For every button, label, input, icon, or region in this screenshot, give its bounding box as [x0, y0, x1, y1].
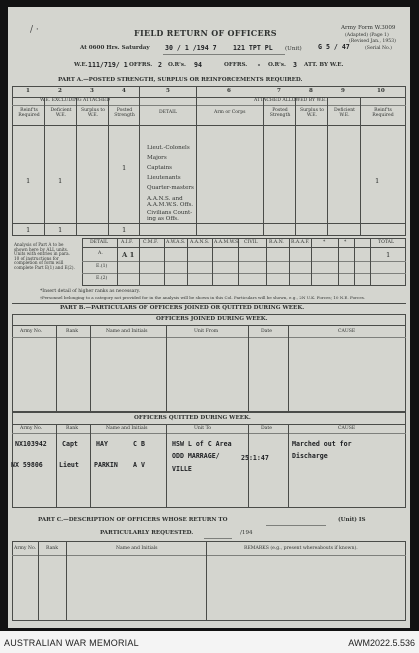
- cause-line-1: Marched out for: [292, 440, 352, 448]
- footnote-1: *Insert detail of higher ranks as necessary.: [40, 289, 141, 294]
- rank-captains: Captains: [147, 165, 173, 171]
- unit-to-line-3: VILLE: [172, 465, 192, 473]
- serial-number: G 5 / 47: [318, 43, 350, 51]
- analysis-note: Analysis of Part A to be shown here by ALL units. Units with entries in para. 10 of instructions for completion of form will complete Part E(1) and E(2).: [14, 242, 75, 271]
- quitted-army-no-2: NX 59806: [11, 461, 43, 469]
- quitted-rank-1: Capt: [62, 440, 78, 448]
- serial-label: (Serial No.): [365, 46, 392, 51]
- we-value: 111/719/ 1: [88, 61, 128, 69]
- group-right-label: ATTACHED ALLOWED BY W.E.: [254, 98, 327, 103]
- analysis-total-value: 1: [386, 251, 391, 259]
- ors2-value: 3: [293, 61, 297, 69]
- quitted-rank-2: Lieut: [59, 461, 79, 469]
- footnote-2: †Personnel belonging to a category not provided for in the analysis will be shown in this Col. Particulars will be shown, e.g., 2N U.K. Forces; 10 N.E. Forces.: [40, 295, 366, 300]
- part-c-year: /194: [240, 530, 253, 536]
- form-number: Army Form W.3009: [341, 25, 396, 31]
- offrs2-value: -: [257, 61, 261, 69]
- archive-footer: [0, 631, 419, 653]
- rank-majors: Majors: [147, 155, 167, 161]
- rank-aans: A.A.N.S. and A.A.M.W.S. Offs.: [147, 196, 194, 209]
- form-revised: (Revised Jan., 1953): [349, 39, 396, 44]
- offrs2-label: OFFRS.: [224, 62, 248, 68]
- offrs-label: OFFRS.: [129, 62, 153, 68]
- pen-mark: / ·: [30, 25, 39, 35]
- part-b-heading: PART B.—PARTICULARS OF OFFICERS JOINED OR QUITTED DURING WEEK.: [60, 305, 305, 311]
- offrs-value: 2: [158, 61, 162, 69]
- part-c-heading-2: PARTICULARLY REQUESTED.: [100, 530, 194, 536]
- part-a-heading: PART A.—POSTED STRENGTH, SURPLUS OR REINFORCEMENTS REQUIRED.: [58, 77, 303, 83]
- quitted-title: OFFICERS QUITTED DURING WEEK.: [134, 415, 251, 421]
- quitted-initials-1: C B: [133, 440, 145, 448]
- analysis-aif-value: A 1: [122, 251, 135, 259]
- joined-title: OFFICERS JOINED DURING WEEK.: [156, 316, 268, 322]
- att-label: ATT. BY W.E.: [304, 62, 344, 68]
- ors2-label: O.R's.: [268, 62, 286, 68]
- part-c-table: [12, 541, 406, 621]
- rank-lieut-colonels: Lieut.-Colonels: [147, 145, 190, 151]
- at-hours-label: At 0600 Hrs. Saturday: [80, 45, 150, 51]
- rank-civilians: Civilians Count-ing as Offs.: [147, 210, 193, 223]
- part-c-unit-is: (Unit) IS: [338, 517, 366, 523]
- quitted-date: 25:1:47: [241, 454, 269, 462]
- quitted-name-2: PARKIN: [94, 461, 118, 469]
- quitted-army-no-1: NX103942: [15, 440, 47, 448]
- part-c-heading: PART C.—DESCRIPTION OF OFFICERS WHOSE RETURN TO: [38, 517, 228, 523]
- return-date: 30 / 1 /194 7: [165, 44, 217, 52]
- cause-line-2: Discharge: [292, 452, 328, 460]
- unit-label: (Unit): [285, 46, 302, 52]
- unit-to-line-1: HSW L of C Area: [172, 440, 232, 448]
- ors-label: O.R's.: [168, 62, 186, 68]
- form-sheet: / · FIELD RETURN OF OFFICERS Army Form W.3009 (Adapted) (Page 1) (Revised Jan., 1953) At 0600 Hrs. Saturday 30 / 1 /194 7 121 TPT PL (Unit) G 5 / 47 (Serial No.) W.E. 111/719/ 1 OFFRS. 2 O.R's. 94 OFFRS. - O.R's. 3 ATT. BY W.E. PART A.—POSTED STRENGTH, SURPLUS OR REINFORCEMENTS REQUIRED. 1 2 3 4 5 6 7 8 9 10 W.E. EXCLUDING ATTACHED ATTACHED ALLOWED BY W.E. Reinf'ts Required Deficient W.E. Surplus to W.E. Posted Strength DETAIL Arm or Corps Posted Strength Surplus to W.E. Deficient W.E. Reinf'ts Required Lieut.-Colonels Majors Captains Lieutenants Quarter-masters A.A.N.S. and A.A.M.W.S. Offs. Civilians Count-ing as Offs. 1 1 1 1 1 1 1 Analysis of Part A to be shown here by ALL units. Units with entries in para. 10 of instructions for completion of form will complete Part E(1) and E(2). DETAIL A.I.F. C.M.F. A.W.A.S. A.A.N.S. A.A.M.W.S. CIVIL R.A.N. R.A.A.F. * * TOTAL A. E.(1) E.(2) A 1 1 *Insert detail of higher ranks as necessary. †Personnel belonging to a category not provided for in the analysis will be shown in this Col. Particulars will be shown, e.g., 2N U.K. Forces; 10 N.E. Forces. PART B.—PARTICULARS OF OFFICERS JOINED OR QUITTED DURING WEEK. OFFICERS JOINED DURING WEEK. Army No. Rank Name and Initials Unit From Date CAUSE OFFICERS QUITTED DURING WEEK. Army No. Rank Name and Initials Unit To Date CAUSE NX103942 Capt HAY C B NX 59806 Lieut PARKIN A V HSW L of C Area ODD MARRAGE/ VILLE 25:1:47 Marched out for Discharge PART C.—DESCRIPTION OF OFFICERS WHOSE RETURN TO (Unit) IS PARTICULARLY REQUESTED. /194 Army No. Rank Name and Initials REMARKS (e.g., present whereabouts if known).: [8, 7, 410, 628]
- rank-lieutenants: Lieutenants: [147, 175, 181, 181]
- unit-to-line-2: ODD MARRAGE/: [172, 452, 220, 460]
- quitted-name-1: HAY: [96, 440, 108, 448]
- ors-value: 94: [194, 61, 202, 69]
- footer-source: AUSTRALIAN WAR MEMORIAL: [4, 638, 139, 648]
- form-title: FIELD RETURN OF OFFICERS: [134, 28, 277, 38]
- quitted-initials-2: A V: [133, 461, 145, 469]
- unit-name: 121 TPT PL: [233, 44, 273, 52]
- rank-quartermasters: Quarter-masters: [147, 185, 194, 191]
- footer-accession: AWM2022.5.536: [348, 638, 415, 648]
- we-label: W.E.: [74, 62, 88, 68]
- form-adapted: (Adapted) (Page 1): [345, 33, 389, 38]
- group-left-label: W.E. EXCLUDING ATTACHED: [40, 98, 110, 103]
